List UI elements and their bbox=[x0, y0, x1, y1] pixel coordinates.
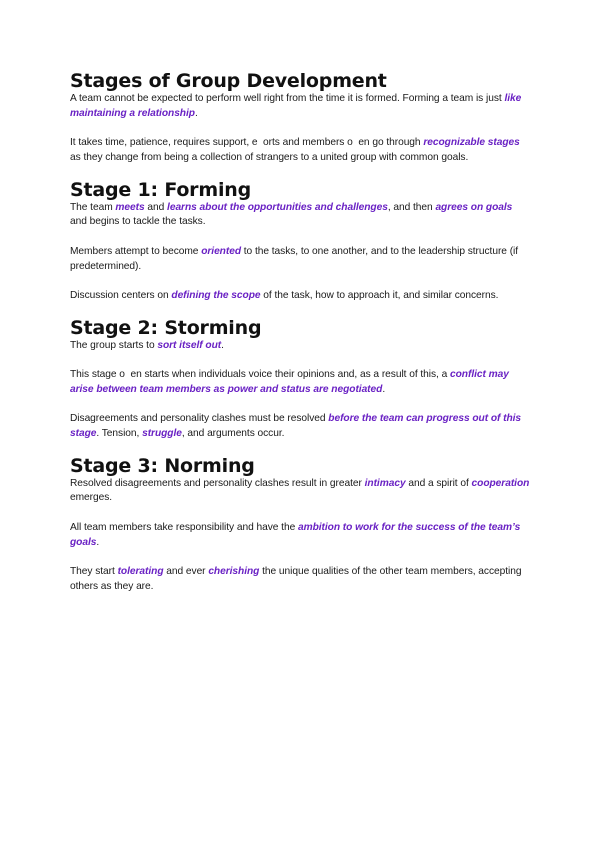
text-run: Members attempt to become bbox=[70, 245, 202, 257]
text-run: . bbox=[221, 339, 224, 351]
section-forming bbox=[70, 179, 530, 304]
text-run: , and then bbox=[387, 201, 436, 213]
highlighted-phrase: struggle bbox=[142, 427, 182, 439]
text-run: and a spirit of bbox=[405, 477, 472, 489]
highlighted-phrase: like maintaining a relationship bbox=[70, 93, 522, 119]
highlighted-phrase: intimacy bbox=[364, 477, 406, 489]
section-heading: Stage 1: Forming bbox=[70, 178, 251, 201]
paragraph bbox=[70, 136, 530, 166]
text-run: as they change from being a collection of strangers to a united group with common goals. bbox=[70, 151, 469, 163]
text-run: All team members take responsibility and have the bbox=[70, 521, 298, 533]
text-run: . Tension, bbox=[96, 427, 143, 439]
text-run: to the tasks, to one another, and to the leadership structure (if predetermined). bbox=[70, 245, 519, 272]
text-run: . bbox=[382, 383, 386, 395]
highlighted-phrase: sort itself out bbox=[157, 339, 222, 351]
highlighted-phrase: agrees on goals bbox=[435, 201, 513, 213]
text-run: and begins to tackle the tasks. bbox=[70, 216, 206, 228]
highlighted-phrase: oriented bbox=[201, 245, 241, 257]
text-run: The group starts to bbox=[70, 339, 158, 351]
text-run: of the task, how to approach it, and similar concerns. bbox=[260, 289, 499, 301]
text-run: , and arguments occur. bbox=[181, 427, 285, 439]
highlighted-phrase: recognizable stages bbox=[423, 137, 520, 149]
paragraph bbox=[70, 477, 530, 507]
paragraph bbox=[70, 92, 530, 122]
text-run: Discussion centers on bbox=[70, 289, 172, 301]
highlighted-phrase: tolerating bbox=[117, 565, 164, 577]
text-run: A team cannot be expected to perform well right from the time it is formed. Forming a team is just bbox=[70, 93, 505, 104]
section-storming bbox=[70, 317, 530, 442]
document-page bbox=[70, 70, 530, 594]
highlighted-phrase: cherishing bbox=[208, 565, 260, 577]
text-run: and bbox=[144, 201, 168, 213]
section-heading: Stage 2: Storming bbox=[70, 316, 262, 339]
text-run: This stage o en starts when individuals voice their opinions and, as a result of this, a bbox=[70, 368, 451, 380]
page-title: Stages of Group Development bbox=[70, 70, 387, 92]
highlighted-phrase: meets bbox=[115, 201, 145, 213]
highlighted-phrase: defining the scope bbox=[171, 289, 261, 301]
section-intro bbox=[70, 70, 530, 166]
text-run: They start bbox=[70, 565, 118, 577]
paragraph bbox=[70, 368, 530, 398]
text-run: emerges. bbox=[70, 492, 113, 504]
paragraph bbox=[70, 412, 530, 442]
highlighted-phrase: learns about the opportunities and challenges bbox=[167, 201, 388, 213]
highlighted-phrase: before the team can progress out of this stage bbox=[70, 413, 522, 439]
highlighted-phrase: conflict may arise between team members as power and status are negotiated bbox=[70, 368, 509, 395]
text-run: . bbox=[194, 107, 198, 119]
text-run: and ever bbox=[163, 565, 209, 577]
paragraph bbox=[70, 565, 530, 595]
section-heading: Stage 3: Norming bbox=[70, 454, 255, 477]
paragraph bbox=[70, 339, 530, 354]
paragraph bbox=[70, 201, 530, 231]
section-norming bbox=[70, 455, 530, 595]
paragraph bbox=[70, 245, 530, 275]
text-run: Resolved disagreements and personality clashes result in greater bbox=[70, 477, 365, 489]
paragraph bbox=[70, 521, 530, 551]
text-run: . bbox=[96, 536, 100, 548]
text-run: The team bbox=[70, 201, 116, 213]
highlighted-phrase: cooperation bbox=[471, 477, 530, 489]
text-run: Disagreements and personality clashes must be resolved bbox=[70, 413, 329, 425]
text-run: It takes time, patience, requires support, e orts and members o en go through bbox=[70, 137, 424, 149]
text-run: the unique qualities of the other team members, accepting others as they are. bbox=[70, 565, 522, 592]
paragraph bbox=[70, 289, 530, 304]
highlighted-phrase: ambition to work for the success of the team’s goals bbox=[70, 521, 521, 548]
